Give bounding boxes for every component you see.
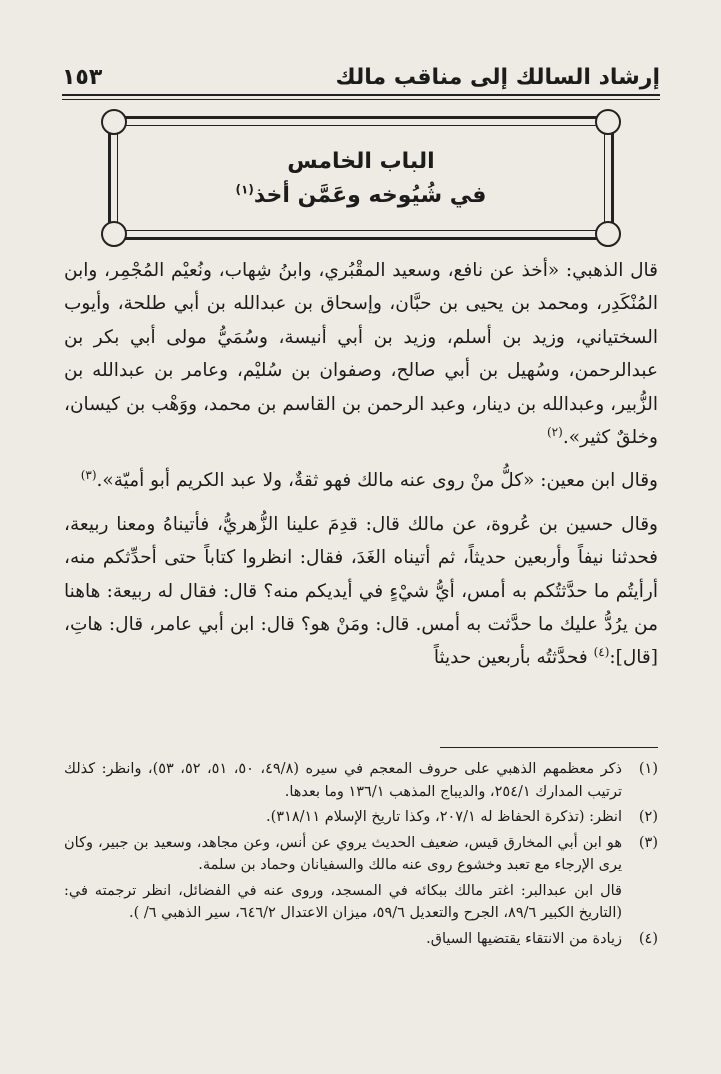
footnote-continuation — [64, 880, 658, 925]
paragraph — [64, 464, 658, 497]
chapter-title: الباب الخامس — [287, 149, 435, 174]
paragraph-text: قال الذهبي: «أخذ عن نافع، وسعيد المقْبُري، وابنُ شِهاب، ونُعيْم المُجْمِر، وابن المُنْكَدِر، ومحمد بن يحيى بن حبَّان، وإسحاق بن عبدالله بن أبي طلحة، وأيوب السختياني، وزيد بن أسلم، وزيد بن أبي أنيسة، وسُمَيُّ مولى أبي بكر بن عبدالرحمن، وسُهيل بن أبي صالح، وصفوان بن سُليْم، وعامر بن عبدالله بن الزُّبير، وعبدالله بن دينار، وعبد الرحمن بن القاسم بن محمد، ووَهْب بن كيسان، وخلقٌ كثير». — [64, 260, 658, 449]
footnote — [64, 806, 658, 829]
header-rule-thick — [62, 94, 660, 96]
chapter-subtitle — [111, 179, 611, 213]
header-rule-thin — [62, 99, 660, 100]
paragraph-text: وقال حسين بن عُروة، عن مالك قال: قدِمَ علينا الزُّهريُّ، فأتيناهُ ومعنا ربيعة، فحدثنا نيفاً وأربعين حديثاً، ثم أتيناه الغَدَ، فقال: انظروا كتاباً حتى أحدِّثكم منه، أرأيتُم ما حدَّثتُكم به أمس، أيُّ شيْءٍ في أيديكم منه؟ قال: فقال له ربيعة: هاهنا من يرُدُّ عليك ما حدَّثت به أمس. قال: ومَنْ هو؟ قال: ابن أبي عامر، قال: هاتِ، [قال]: — [64, 513, 658, 669]
footnote-text: انظر: (تذكرة الحفاظ له ٢٠٧/١، وكذا تاريخ الإسلام ٣١٨/١١). — [266, 809, 622, 825]
footnotes — [64, 758, 658, 953]
paragraph-text: وقال ابن معين: «كلُّ منْ روى عنه مالك فهو ثقةٌ، ولا عبد الكريم أبو أميّة». — [96, 470, 658, 492]
corner-ornament-icon — [101, 221, 127, 247]
footnote-text: ذكر معظمهم الذهبي على حروف المعجم في سيره (٤٩/٨، ٥٠، ٥١، ٥٢، ٥٣)، وانظر: كذلك ترتيب المدارك ٢٥٤/١، والديباج المذهب ١٣٦/١ وما بعدها. — [64, 761, 623, 800]
footnote-text: زيادة من الانتقاء يقتضيها السياق. — [426, 930, 622, 947]
paragraph-tail: فحدَّثتُه بأربعين حديثاً — [433, 647, 594, 669]
main-text — [64, 254, 658, 675]
book-title: إرشاد السالك إلى مناقب مالك — [335, 65, 660, 90]
footnote-ref[interactable]: (٣) — [80, 468, 97, 483]
footnote-text: قال ابن عبدالبر: اغتر مالك ببكائه في المسجد، وروى عنه في الفضائل، انظر ترجمته في: (التاريخ الكبير ٨٩/٦، الجرح والتعديل ٥٩/٦، ميزان الاعتدال ٦٤٦/٢، سير الذهبي ٦/ ). — [64, 882, 622, 921]
footnote-number: (٣) — [638, 834, 658, 851]
footnote-text: هو ابن أبي المخارق قيس، ضعيف الحديث يروي عن أنس، وعن مجاهد، وسعيد بن جبير، وكان يرى الإرجاء مع تعبد وخشوع روى عنه مالك والسفيانان وحماد بن سلمة. — [64, 834, 622, 873]
paragraph — [64, 508, 658, 675]
footnote — [64, 832, 658, 877]
page-number: ١٥٣ — [62, 65, 103, 90]
footnote-ref[interactable]: (١) — [235, 182, 254, 197]
chapter-heading — [111, 145, 611, 213]
footnote-number: (١) — [638, 761, 658, 777]
footnote-separator — [440, 747, 658, 748]
running-header — [62, 58, 660, 90]
footnote-ref[interactable]: (٢) — [546, 424, 563, 439]
footnote-number — [622, 880, 658, 925]
footnote-ref[interactable]: (٤) — [593, 645, 610, 660]
chapter-heading-frame — [108, 116, 614, 240]
footnote — [64, 928, 658, 951]
footnote-number: (٤) — [638, 930, 658, 947]
chapter-subtitle-text: في شُيُوخه وعَمَّن أخذ — [253, 183, 487, 208]
corner-ornament-icon — [101, 109, 127, 135]
paragraph — [64, 254, 658, 454]
footnote — [64, 758, 658, 803]
corner-ornament-icon — [595, 109, 621, 135]
corner-ornament-icon — [595, 221, 621, 247]
footnote-number: (٢) — [638, 809, 658, 825]
